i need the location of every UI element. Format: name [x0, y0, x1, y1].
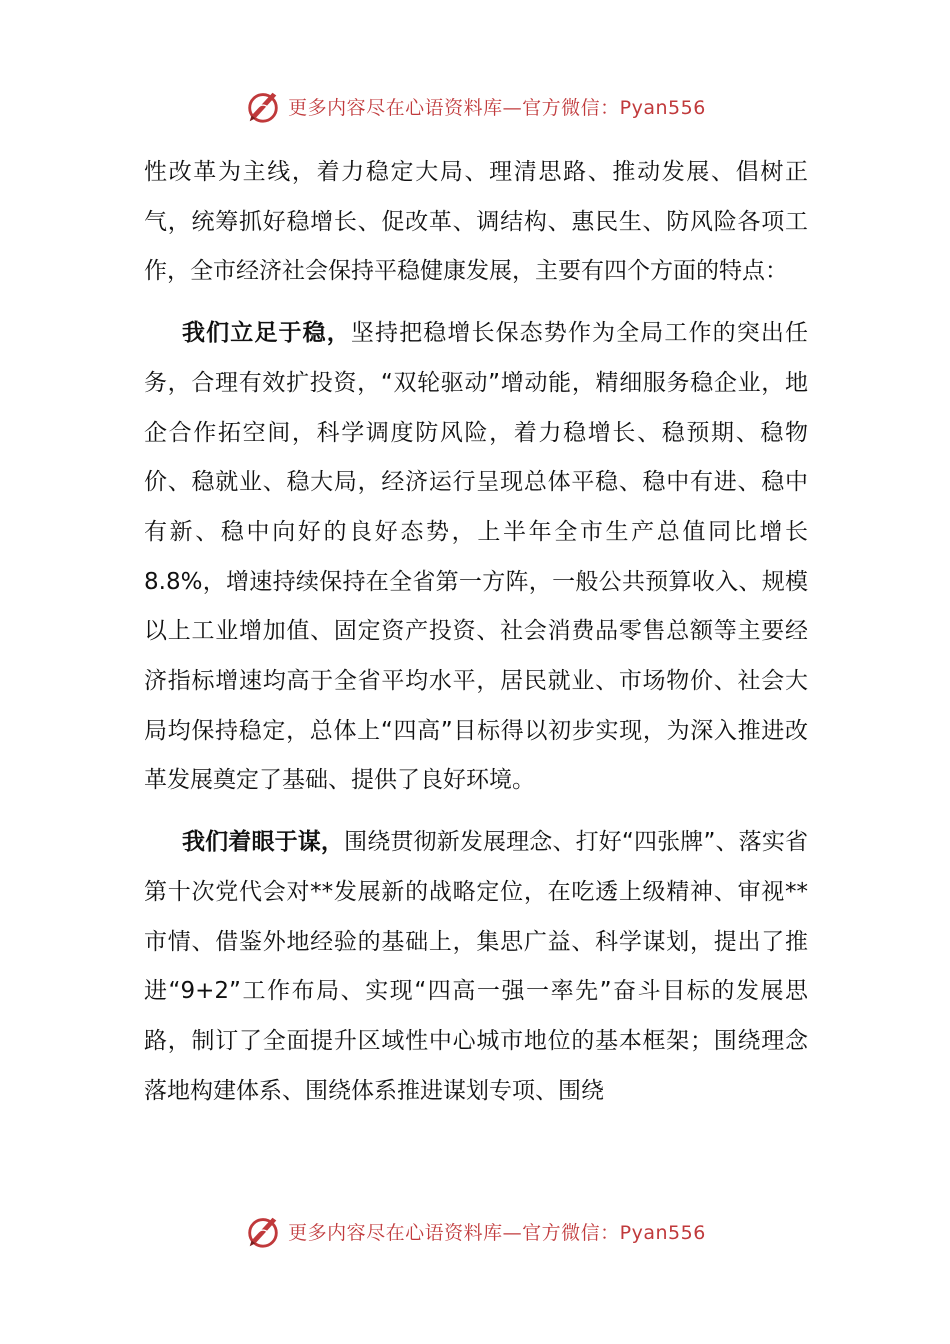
wechat-id: Pyan556 — [619, 96, 706, 119]
footer-banner — [0, 1209, 950, 1253]
paragraph-stability: 我们立足于稳，坚持把稳增长保态势作为全局工作的突出任务，合理有效扩投资，“双轮驱动”增动能，精细服务稳企业，地企合作拓空间，科学调度防风险，着力稳增长、稳预期、稳物价、稳就业、稳大局，经济运行呈现总体平稳、稳中有进、稳中有新、稳中向好的良好态势，上半年全市生产总值同比增长 8.8%，增速持续保持在全省第一方阵，一般公共预算收入、规模以上工业增加值、固定资产投资、社会消费品零售总额等主要经济指标增速均高于全省平均水平，居民就业、市场物价、社会大局均保持稳定，总体上“四高”目标得以初步实现，为深入推进改革发展奠定了基础、提供了良好环境。 — [144, 320, 809, 794]
pen-logo-icon — [244, 87, 282, 125]
document-body — [144, 148, 808, 1116]
paragraph-intro: 性改革为主线，着力稳定大局、理清思路、推动发展、倡树正气，统筹抓好稳增长、促改革、调结构、惠民生、防风险各项工作，全市经济社会保持平稳健康发展，主要有四个方面的特点： — [144, 159, 808, 285]
paragraph-planning: 我们着眼于谋，围绕贯彻新发展理念、打好“四张牌”、落实省第十次党代会对**发展新的战略定位，在吃透上级精神、审视**市情、借鉴外地经验的基础上，集思广益、科学谋划，提出了推进“9+2”工作布局、实现“四高一强一率先”奋斗目标的发展思路，制订了全面提升区域性中心城市地位的基本框架；围绕理念落地构建体系、围绕体系推进谋划专项、围绕 — [144, 829, 808, 1104]
banner-text: 更多内容尽在心语资料库—官方微信：Pyan556 — [288, 96, 706, 119]
wechat-id: Pyan556 — [619, 1221, 706, 1244]
paragraph-lead: 我们着眼于谋， — [182, 829, 345, 856]
pen-logo-icon — [244, 1212, 282, 1250]
header-banner — [0, 84, 950, 128]
paragraph-lead: 我们立足于稳， — [182, 320, 351, 347]
banner-text: 更多内容尽在心语资料库—官方微信：Pyan556 — [288, 1221, 706, 1244]
